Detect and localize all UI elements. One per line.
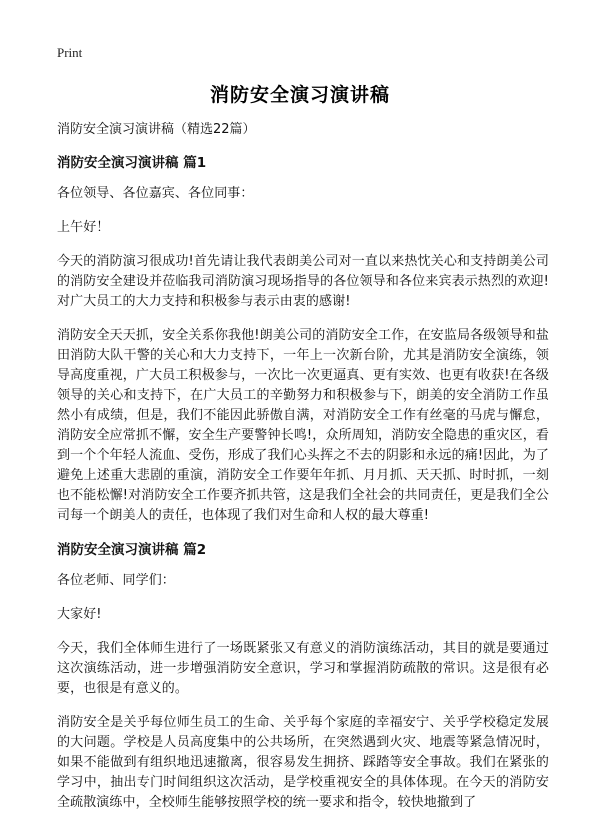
paragraph: 大家好! bbox=[57, 607, 102, 622]
section-heading: 消防安全演习演讲稿 篇1 bbox=[57, 155, 207, 171]
paragraph: 今天，我们全体师生进行了一场既紧张又有意义的消防演练活动，其目的就是要通过这次演练活动，进一步增强消防安全意识，学习和掌握消防疏散的常识。这是很有必要，也很是有意义的。 bbox=[57, 641, 549, 696]
paragraph: 今天的消防演习很成功!首先请让我代表朗美公司对一直以来热忱关心和支持朗美公司的消防安全建设并莅临我司消防演习现场指导的各位领导和各位来宾表示热烈的欢迎!对广大员工的大力支持和积极参与表示由衷的感谢! bbox=[57, 254, 549, 309]
print-link[interactable]: Print bbox=[57, 45, 83, 60]
paragraph: 各位老师、同学们： bbox=[57, 573, 175, 588]
paragraph: 消防安全是关乎每位师生员工的生命、关乎每个家庭的幸福安宁、关乎学校稳定发展的大问题。学校是人员高度集中的公共场所，在突然遇到火灾、地震等紧急情况时，如果不能做到有组织地迅速撤离，很容易发生拥挤、踩踏等安全事故。我们在紧张的学习中，抽出专门时间组织这次活动，是学校重视安全的具体体现。在今天的消防安全疏散演练中，全校师生能够按照学校的统一要求和指令，较快地撤到了 bbox=[57, 715, 549, 810]
paragraph: 上午好！ bbox=[57, 220, 110, 235]
document-title: 消防安全演习演讲稿 bbox=[209, 84, 390, 106]
document-body bbox=[57, 120, 549, 827]
document-subtitle: 消防安全演习演讲稿（精选22篇） bbox=[57, 122, 256, 137]
section-heading: 消防安全演习演讲稿 篇2 bbox=[57, 542, 207, 558]
section-2 bbox=[57, 540, 549, 813]
paragraph: 消防安全天天抓，安全关系你我他!朗美公司的消防安全工作，在安监局各级领导和盐田消防大队干警的关心和大力支持下，一年上一次新台阶，尤其是消防安全演练，领导高度重视，广大员工积极参与，一次比一次更逼真、更有实效、也更有收获!在各级领导的关心和支持下，在广大员工的辛勤努力和积极参与下，朗美的安全消防工作虽然小有成绩，但是，我们不能因此骄傲自满，对消防安全工作有丝毫的马虎与懈怠，消防安全应常抓不懈，安全生产要警钟长鸣!，众所周知，消防安全隐患的重灾区，看到一个个年轻人流血、受伤，形成了我们心头挥之不去的阴影和永远的痛!因此，为了避免上述重大悲剧的重演，消防安全工作要年年抓、月月抓、天天抓、时时抓，一刻也不能松懈!对消防安全工作要齐抓共管，这是我们全社会的共同责任，更是我们全公司每一个朗美人的责任，也体现了我们对生命和人权的最大尊重! bbox=[57, 328, 549, 523]
section-1 bbox=[57, 153, 549, 526]
paragraph: 各位领导、各位嘉宾、各位同事： bbox=[57, 186, 254, 201]
